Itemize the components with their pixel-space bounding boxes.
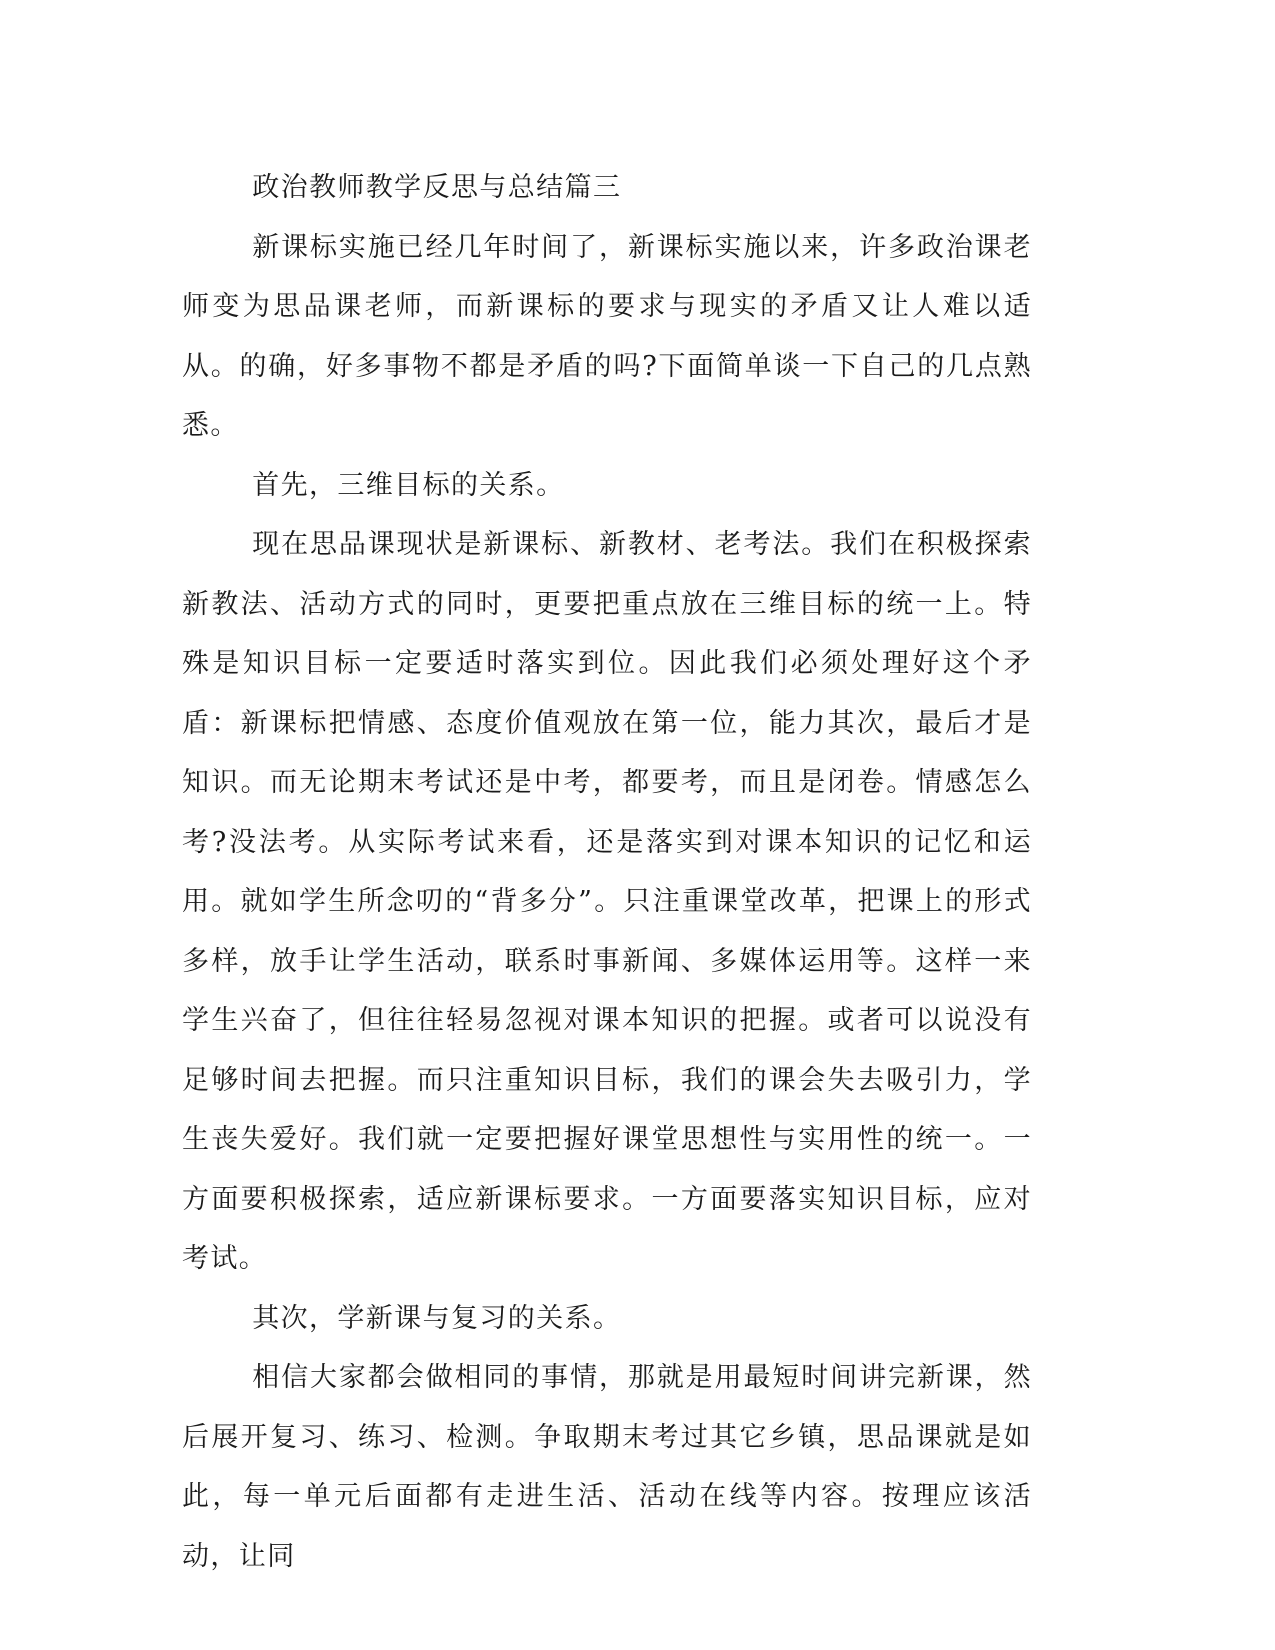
document-title: 政治教师教学反思与总结篇三: [252, 172, 622, 203]
document-body: [182, 158, 1032, 1586]
heading-first-point: 首先，三维目标的关系。: [252, 469, 565, 501]
paragraph-three-dimensional-goals: 现在思品课现状是新课标、新教材、老考法。我们在积极探索新教法、活动方式的同时，更要把重点放在三维目标的统一上。特殊是知识目标一定要适时落实到位。因此我们必须处理好这个矛盾：新课标把情感、态度价值观放在第一位，能力其次，最后才是知识。而无论期末考试还是中考，都要考，而且是闭卷。情感怎么考?没法考。从实际考试来看，还是落实到对课本知识的记忆和运用。就如学生所念叨的“背多分”。只注重课堂改革，把课上的形式多样，放手让学生活动，联系时事新闻、多媒体运用等。这样一来学生兴奋了，但往往轻易忽视对课本知识的把握。或者可以说没有足够时间去把握。而只注重知识目标，我们的课会失去吸引力，学生丧失爱好。我们就一定要把握好课堂思想性与实用性的统一。一方面要积极探索，适应新课标要求。一方面要落实知识目标，应对考试。: [182, 529, 1032, 1274]
paragraph-new-lessons-review: 相信大家都会做相同的事情，那就是用最短时间讲完新课，然后展开复习、练习、检测。争取期末考过其它乡镇，思品课就是如此，每一单元后面都有走进生活、活动在线等内容。按理应该活动，让同: [182, 1362, 1032, 1572]
heading-second-point: 其次，学新课与复习的关系。: [252, 1302, 622, 1334]
paragraph-intro: 新课标实施已经几年时间了，新课标实施以来，许多政治课老师变为思品课老师，而新课标的要求与现实的矛盾又让人难以适从。的确，好多事物不都是矛盾的吗?下面简单谈一下自己的几点熟悉。: [182, 231, 1032, 441]
